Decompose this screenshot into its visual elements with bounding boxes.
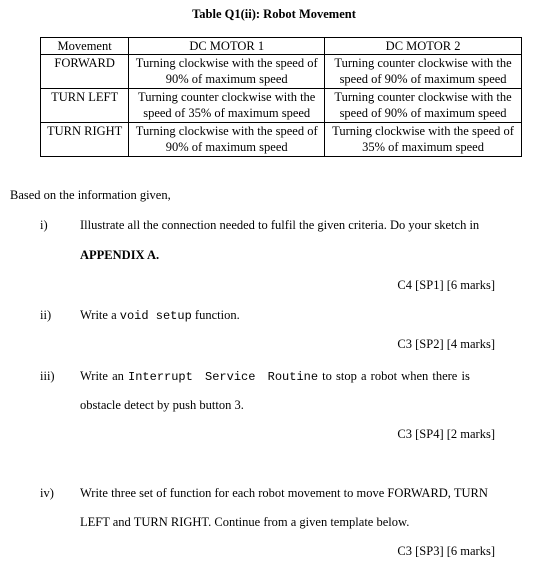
- question-3-number: iii): [40, 369, 55, 383]
- question-4-marks: C3 [SP3] [6 marks]: [397, 544, 495, 558]
- table-header-row: [41, 38, 522, 55]
- question-2-number: ii): [40, 308, 52, 322]
- row-forward-movement: FORWARD: [41, 55, 129, 89]
- question-1-marks: C4 [SP1] [6 marks]: [397, 278, 495, 292]
- question-3-text-after: to stop a robot when there is: [318, 369, 470, 383]
- table-caption: Table Q1(ii): Robot Movement: [192, 7, 356, 21]
- question-2-text: [80, 308, 510, 323]
- question-3-marks: C3 [SP4] [2 marks]: [397, 427, 495, 441]
- question-3-text-before: Write an: [80, 369, 129, 383]
- row-turn-left-movement: TURN LEFT: [41, 89, 129, 123]
- question-2-text-after: function.: [191, 308, 240, 322]
- row-turn-left-motor-2: Turning counter clockwise with the speed of 90% of maximum speed: [325, 89, 522, 123]
- intro-text: Based on the information given,: [10, 188, 171, 202]
- row-turn-right-motor-2: Turning clockwise with the speed of 35% of maximum speed: [325, 123, 522, 157]
- question-3-line-2: obstacle detect by push button 3.: [80, 398, 244, 412]
- row-turn-left-motor-1: Turning counter clockwise with the speed of 35% of maximum speed: [129, 89, 325, 123]
- table-row: [41, 89, 522, 123]
- question-2-code: void setup: [119, 309, 192, 323]
- question-1-number: i): [40, 218, 48, 232]
- table-row: [41, 123, 522, 157]
- question-1-line-1: Illustrate all the connection needed to fulfil the given criteria. Do your sketch in: [80, 218, 480, 232]
- question-2-marks: C3 [SP2] [4 marks]: [397, 337, 495, 351]
- robot-movement-table: [40, 37, 522, 157]
- row-forward-motor-1: Turning clockwise with the speed of 90% of maximum speed: [129, 55, 325, 89]
- question-4-number: iv): [40, 486, 54, 500]
- header-dc-motor-2: DC MOTOR 2: [325, 38, 522, 55]
- row-forward-motor-2: Turning counter clockwise with the speed of 90% of maximum speed: [325, 55, 522, 89]
- question-2-text-before: Write a: [80, 308, 120, 322]
- row-turn-right-movement: TURN RIGHT: [41, 123, 129, 157]
- question-4-line-1: Write three set of function for each robot movement to move FORWARD, TURN: [80, 486, 488, 500]
- header-dc-motor-1: DC MOTOR 1: [129, 38, 325, 55]
- table-row: [41, 55, 522, 89]
- question-3-code: Interrupt Service Routine: [128, 370, 319, 384]
- question-3-line-1: [80, 369, 510, 384]
- row-turn-right-motor-1: Turning clockwise with the speed of 90% of maximum speed: [129, 123, 325, 157]
- question-1-line-2: APPENDIX A.: [80, 248, 160, 262]
- question-4-line-2: LEFT and TURN RIGHT. Continue from a given template below.: [80, 515, 410, 529]
- header-movement: Movement: [41, 38, 129, 55]
